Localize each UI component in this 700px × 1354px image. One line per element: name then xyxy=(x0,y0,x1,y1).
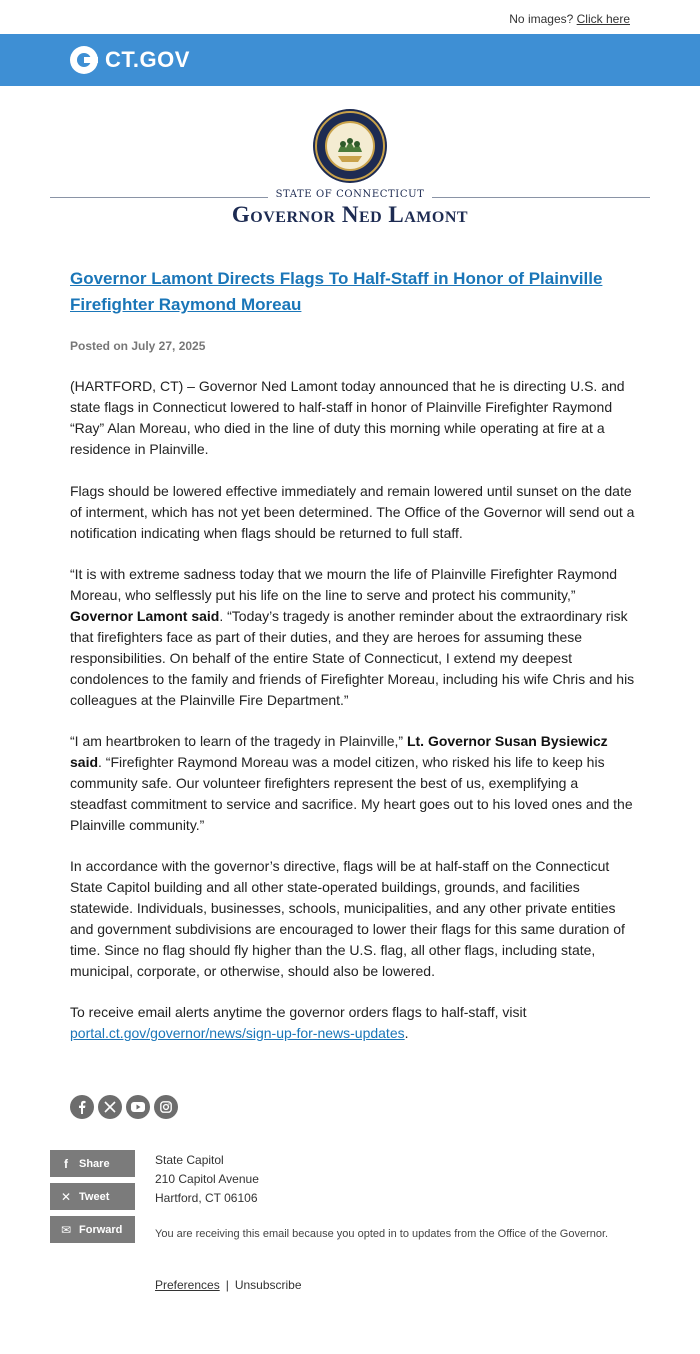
no-images-notice xyxy=(509,12,630,26)
preferences-link[interactable]: Preferences xyxy=(155,1278,220,1292)
governor-name-heading: Governor Ned Lamont xyxy=(231,202,469,227)
paragraph-1: (HARTFORD, CT) – Governor Ned Lamont today announced that he is directing U.S. and state flags in Connecticut lowered to half-staff in honor of Plainville Firefighter Raymond “Ray” Alan Moreau, who died in the line of duty this morning while operating at fire at a residence in Plainville. xyxy=(70,378,625,457)
news-signup-link[interactable]: portal.ct.gov/governor/news/sign-up-for-news-updates xyxy=(70,1025,405,1041)
youtube-icon[interactable] xyxy=(126,1095,150,1119)
logo-text: CT.GOV xyxy=(105,47,190,72)
social-icons-row xyxy=(70,1095,178,1119)
paragraph-2: Flags should be lowered effective immediately and remain lowered until sunset on the date of interment, which has not yet been determined. The Office of the Governor will send out a notification indicating when flags should be returned to full staff. xyxy=(70,483,635,541)
facebook-icon: f xyxy=(64,1156,68,1171)
paragraph-3 xyxy=(70,564,638,711)
lt-governor-attribution: Lt. Governor Susan Bysiewicz said xyxy=(70,733,608,770)
footer-address xyxy=(155,1151,259,1208)
ct-logo-icon xyxy=(70,46,98,74)
instagram-icon[interactable] xyxy=(154,1095,178,1119)
share-button[interactable] xyxy=(50,1150,135,1177)
article-title-link[interactable]: Governor Lamont Directs Flags To Half-Staff in Honor of Plainville Firefighter Raymond Moreau xyxy=(70,269,603,314)
share-label: Share xyxy=(79,1157,110,1170)
unsubscribe-link[interactable]: Unsubscribe xyxy=(234,1278,302,1292)
banner-divider-right xyxy=(432,197,650,198)
subscription-note: You are receiving this email because you opted in to updates from the Office of the Governor. xyxy=(155,1228,609,1240)
envelope-icon: ✉ xyxy=(60,1222,72,1237)
paragraph-6 xyxy=(70,1002,638,1044)
address-line-1: State Capitol xyxy=(155,1153,224,1167)
footer-links xyxy=(155,1278,302,1292)
forward-label: Forward xyxy=(79,1223,123,1236)
banner-divider-left xyxy=(50,197,268,198)
x-icon[interactable] xyxy=(98,1095,122,1119)
state-of-connecticut-label: STATE OF CONNECTICUT xyxy=(275,189,425,200)
address-line-3: Hartford, CT 06106 xyxy=(155,1191,258,1205)
paragraph-4-end: . “Firefighter Raymond Moreau was a model citizen, who risked his life to keep his community safe. Our volunteer firefighters represent the best of us, exemplifying a steadfast commitment to service and sacrifice. My heart goes out to his loved ones and the Plainville community.” xyxy=(70,754,633,833)
site-header xyxy=(0,34,700,86)
top-bar xyxy=(0,0,700,34)
paragraph-3-end: . “Today’s tragedy is another reminder about the extraordinary risk that firefighters face as part of their duties, and they are heroes for assuming these responsibilities. On behalf of the entire State of Connecticut, I extend my deepest condolences to the family and friends of Firefighter Moreau, including his wife Chris and his colleagues at the Plainville Fire Department.” xyxy=(70,608,635,708)
state-seal-icon xyxy=(312,108,388,184)
forward-button[interactable] xyxy=(50,1216,135,1243)
paragraph-3-start: “It is with extreme sadness today that we mourn the life of Plainville Firefighter Raymond Moreau, who selflessly put his life on the line to serve and protect his community,” xyxy=(70,566,618,603)
facebook-icon[interactable] xyxy=(70,1095,94,1119)
paragraph-6-start: To receive email alerts anytime the governor orders flags to half-staff, visit xyxy=(70,1004,527,1020)
paragraph-4 xyxy=(70,731,638,836)
posted-date: Posted on July 27, 2025 xyxy=(70,339,206,353)
address-line-2: 210 Capitol Avenue xyxy=(155,1172,259,1186)
ct-gov-logo[interactable] xyxy=(70,46,190,74)
tweet-button[interactable] xyxy=(50,1183,135,1210)
paragraph-5: In accordance with the governor’s directive, flags will be at half-staff on the Connecticut State Capitol building and all other state-operated buildings, grounds, and facilities statewide. Individuals, businesses, schools, municipalities, and any other private entities and government subdivisions are encouraged to lower their flags for this same duration of time. Since no flag should fly higher than the U.S. flag, all other flags, including state, municipal, corporate, or otherwise, should also be lowered. xyxy=(70,858,625,979)
tweet-label: Tweet xyxy=(79,1190,110,1203)
x-icon: ✕ xyxy=(60,1189,72,1204)
link-separator: | xyxy=(225,1278,229,1292)
governor-attribution: Governor Lamont said xyxy=(70,608,220,624)
paragraph-4-start: “I am heartbroken to learn of the tragedy in Plainville,” xyxy=(70,733,407,749)
no-images-text: No images? xyxy=(509,12,574,26)
click-here-link[interactable]: Click here xyxy=(576,12,630,26)
paragraph-6-end: . xyxy=(404,1025,409,1041)
